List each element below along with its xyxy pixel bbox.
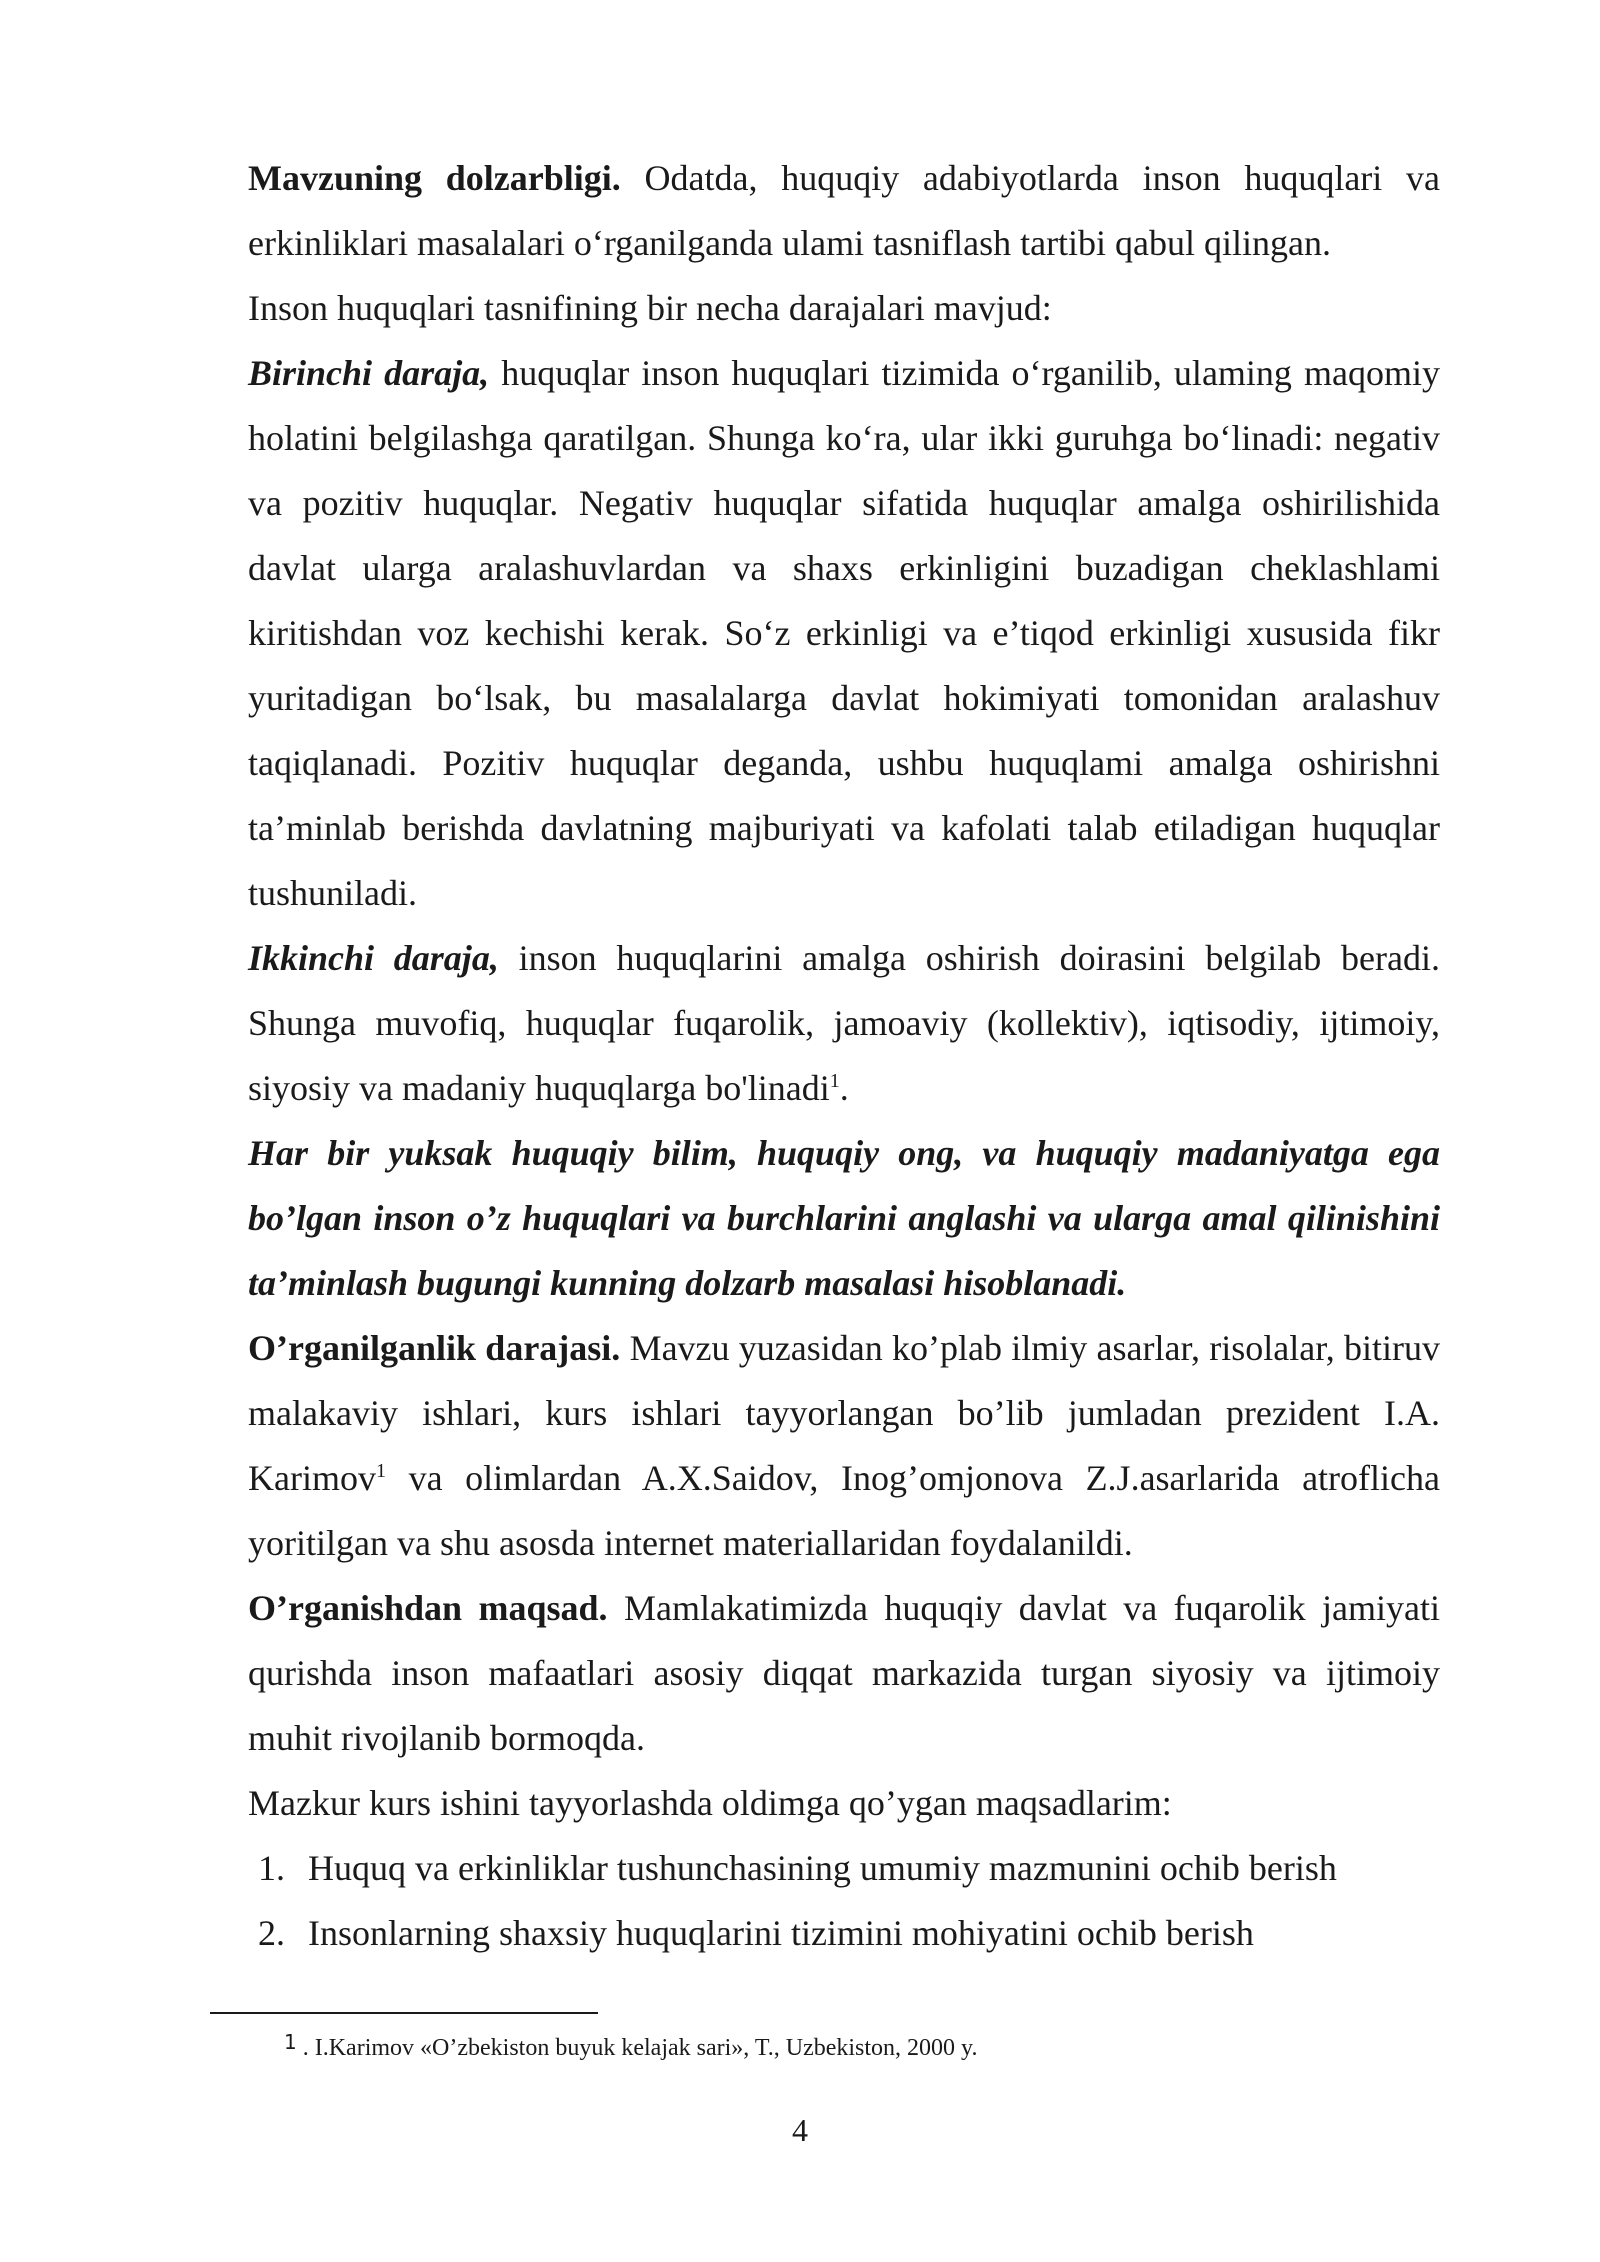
purpose-heading: O’rganishdan maqsad. [248, 1588, 608, 1628]
footnote-separator [210, 2012, 598, 2014]
list-item-text: Insonlarning shaxsiy huquqlarini tizimini mohiyatini ochib berish [308, 1913, 1254, 1953]
level-one-paragraph [248, 341, 1440, 926]
list-item-number: 1. [258, 1848, 285, 1888]
level-one-heading: Birinchi daraja, [248, 353, 490, 393]
list-item-number: 2. [258, 1913, 285, 1953]
list-item [248, 1901, 1440, 1966]
level-two-end: . [839, 1068, 849, 1108]
study-level-paragraph [248, 1316, 1440, 1576]
relevance-paragraph [248, 146, 1440, 276]
study-level-heading: O’rganilganlik darajasi. [248, 1328, 621, 1368]
goals-intro: Mazkur kurs ishini tayyorlashda oldimga qo’ygan maqsadlarim: [248, 1783, 1172, 1823]
relevance-heading: Mavzuning dolzarbligi. [248, 158, 621, 198]
levels-intro: Inson huquqlari tasnifining bir necha darajalari mavjud: [248, 288, 1052, 328]
list-item-text: Huquq va erkinliklar tushunchasining umumiy mazmunini ochib berish [308, 1848, 1337, 1888]
level-two-paragraph [248, 926, 1440, 1121]
goals-list [248, 1836, 1440, 1966]
level-two-text: inson huquqlarini amalga oshirish doirasini belgilab beradi. Shunga muvofiq, huquqlar fuqarolik, jamoaviy (kollektiv), iqtisodiy, ijtimoiy, siyosiy va madaniy huquqlarga bo'linadi [248, 938, 1440, 1108]
study-level-text-continued: va olimlardan A.X.Saidov, Inog’omjonova Z.J.asarlarida atroflicha yoritilgan va shu asosda internet materiallaridan foydalanildi. [248, 1458, 1440, 1563]
purpose-text: Mamlakatimizda huquqiy davlat va fuqarolik jamiyati qurishda inson mafaatlari asosiy diqqat markazida turgan siyosiy va ijtimoiy muhit rivojlanib bormoqda. [248, 1588, 1441, 1758]
purpose-paragraph [248, 1576, 1440, 1771]
relevance-text: Odatda, huquqiy adabiyotlarda inson huquqlari va erkinliklari masalalari o‘rganilganda ulami tasniflash tartibi qabul qilingan. [248, 158, 1440, 263]
page-number: 4 [792, 2112, 808, 2148]
level-one-text: huquqlar inson huquqlari tizimida o‘rganilib, ulaming maqomiy holatini belgilashga qaratilgan. Shunga ko‘ra, ular ikki guruhga bo‘linadi: negativ va pozitiv huquqlar. Negativ huquqlar sifatida huquqlar amalga oshirilishida davlat ularga aralashuvlardan va shaxs erkinligini buzadigan cheklashlami kiritishdan voz kechishi kerak. So‘z erkinligi va e’tiqod erkinligi xususida fikr yuritadigan bo‘lsak, bu masalalarga davlat hokimiyati tomonidan aralashuv taqiqlanadi. Pozitiv huquqlar deganda, ushbu huquqlami amalga oshirishni ta’minlab berishda davlatning majburiyati va kafolati talab etiladigan huquqlar tushuniladi. [248, 353, 1440, 913]
emphasis-paragraph: Har bir yuksak huquqiy bilim, huquqiy ong, va huquqiy madaniyatga ega bo’lgan inson o’z huquqlari va burchlarini anglashi va ularga amal qilinishini ta’minlash bugungi kunning dolzarb masalasi hisoblanadi. [248, 1133, 1440, 1303]
footnote-reference: 1 [829, 1070, 840, 1092]
footnote [284, 2024, 978, 2066]
study-level-text: Mavzu yuzasidan ko’plab ilmiy asarlar, risolalar, bitiruv malakaviy ishlari, kurs ishlari tayyorlangan bo’lib jumladan prezident I.A. Karimov [248, 1328, 1441, 1498]
document-body [248, 146, 1440, 1966]
footnote-text: . I.Karimov «O’zbekiston buyuk kelajak sari», T., Uzbekiston, 2000 y. [302, 2035, 978, 2061]
footnote-mark: 1 [284, 2030, 297, 2054]
list-item [248, 1836, 1440, 1901]
footnote-reference: 1 [375, 1460, 386, 1482]
level-two-heading: Ikkinchi daraja, [248, 938, 499, 978]
